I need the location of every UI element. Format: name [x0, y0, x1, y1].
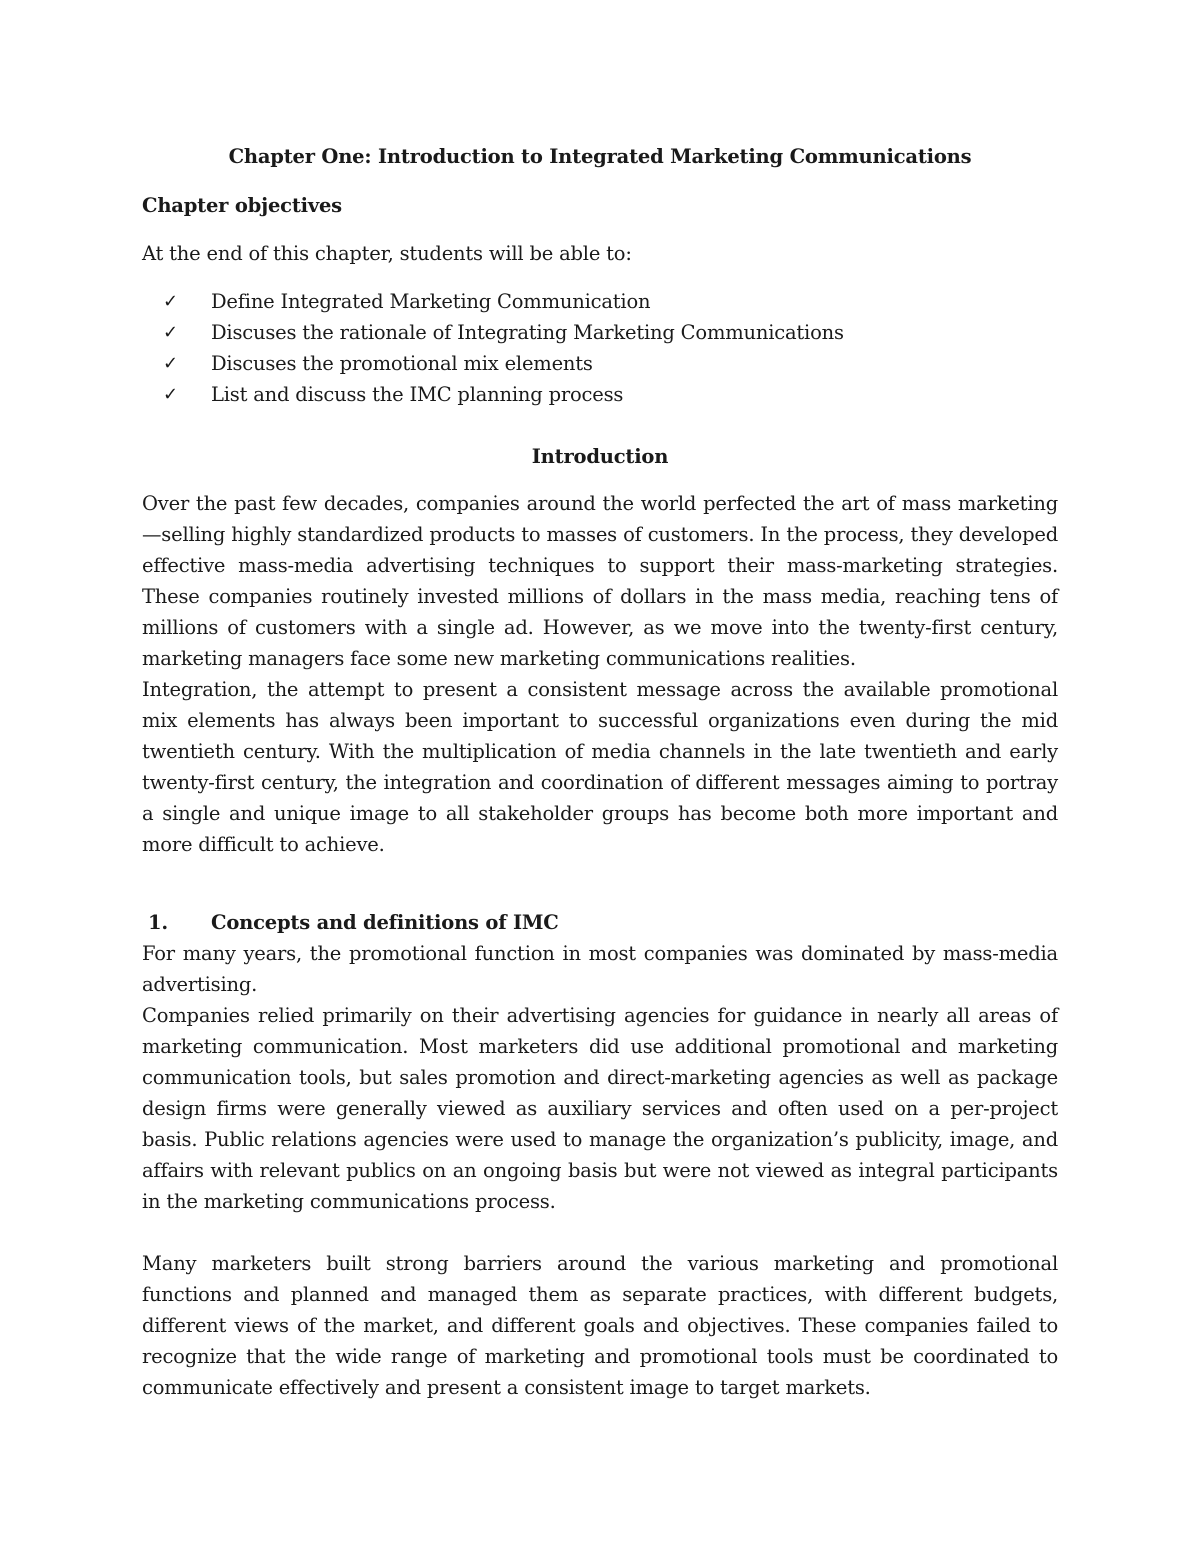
checkmark-icon: ✓ — [163, 291, 178, 312]
chapter-title: Chapter One: Introduction to Integrated Marketing Communications — [228, 145, 972, 168]
objectives-list — [142, 286, 1058, 410]
checkmark-icon: ✓ — [163, 322, 178, 343]
objective-text: Discuses the rationale of Integrating Marketing Communications — [211, 321, 844, 344]
section-number: 1. — [148, 911, 168, 934]
objectives-heading: Chapter objectives — [142, 194, 342, 217]
section-paragraph: Companies relied primarily on their advertising agencies for guidance in nearly all areas of marketing communication. Most marketers did use additional promotional and marketing communication tools, but sales promotion and direct-marketing agencies as well as package design firms were generally viewed as auxiliary services and often used on a per-project basis. Public relations agencies were used to manage the organization’s publicity, image, and affairs with relevant publics on an ongoing basis but were not viewed as integral participants in the marketing communications process. — [142, 1004, 1058, 1213]
list-item — [142, 286, 1058, 317]
section-paragraph: Many marketers built strong barriers around the various marketing and promotional functions and planned and managed them as separate practices, with different budgets, different views of the market, and different goals and objectives. These companies failed to recognize that the wide range of marketing and promotional tools must be coordinated to communicate effectively and present a consistent image to target markets. — [142, 1252, 1058, 1399]
introduction-heading: Introduction — [531, 445, 669, 468]
introduction-paragraph: Over the past few decades, companies around the world perfected the art of mass marketing—selling highly standardized products to masses of customers. In the process, they developed effective mass-media advertising techniques to support their mass-marketing strategies. These companies routinely invested millions of dollars in the mass media, reaching tens of millions of customers with a single ad. However, as we move into the twenty-first century, marketing managers face some new marketing communications realities. — [142, 492, 1058, 670]
objective-text: Discuses the promotional mix elements — [211, 352, 593, 375]
list-item — [142, 348, 1058, 379]
objectives-intro: At the end of this chapter, students will be able to: — [142, 242, 632, 265]
list-item — [142, 379, 1058, 410]
checkmark-icon: ✓ — [163, 353, 178, 374]
section-title: Concepts and definitions of IMC — [211, 911, 559, 934]
section-paragraph: For many years, the promotional function in most companies was dominated by mass-media advertising. — [142, 942, 1058, 996]
objective-text: List and discuss the IMC planning process — [211, 383, 624, 406]
document-page — [142, 140, 1058, 1403]
checkmark-icon: ✓ — [163, 384, 178, 405]
section-heading — [142, 907, 1058, 938]
list-item — [142, 317, 1058, 348]
objective-text: Define Integrated Marketing Communication — [211, 290, 651, 313]
introduction-paragraph: Integration, the attempt to present a consistent message across the available promotional mix elements has always been important to successful organizations even during the mid twentieth century. With the multiplication of media channels in the late twentieth and early twenty-first century, the integration and coordination of different messages aiming to portray a single and unique image to all stakeholder groups has become both more important and more difficult to achieve. — [142, 678, 1058, 856]
